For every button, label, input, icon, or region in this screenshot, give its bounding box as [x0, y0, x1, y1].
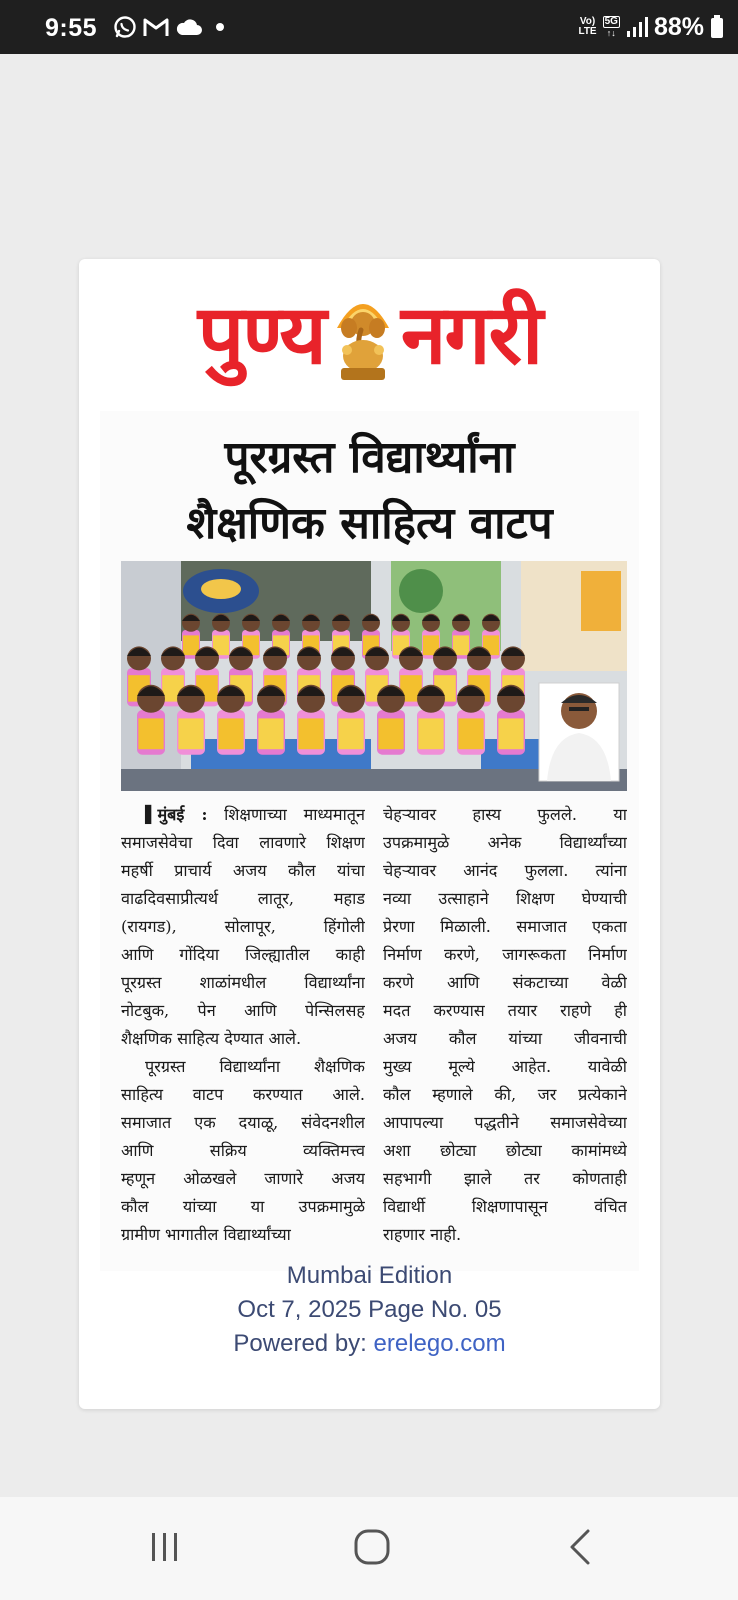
newspaper-masthead [79, 281, 660, 391]
volte-icon: Vo) LTE [578, 16, 597, 37]
student-figure [177, 685, 205, 755]
edition-name: Mumbai Edition [286, 1262, 453, 1289]
student-figure [337, 685, 365, 755]
cloud-icon [175, 17, 203, 37]
status-bar [0, 0, 738, 54]
article-line: निर्माण करणे, जागरूकता निर्माण [383, 945, 627, 964]
article-line: अशा छोट्या छोट्या कामांमध्ये [383, 1141, 627, 1160]
article-line: सहभागी झाले तर कोणताही [383, 1169, 627, 1188]
article-line: चेहऱ्यावर आनंद फुलला. त्यांना [383, 861, 627, 880]
article-line: चेहऱ्यावर हास्य फुलले. या [383, 805, 627, 824]
article-line: ग्रामीण भागातील विद्यार्थ्यांच्या [121, 1225, 291, 1244]
ganesha-logo-icon [331, 288, 395, 384]
article-line: कौल म्हणाले की, जर प्रत्येकाने [383, 1085, 627, 1104]
article-line: वाढदिवसाप्रीत्यर्थ लातूर, महाड [121, 889, 365, 908]
back-icon [562, 1527, 598, 1567]
article-line: नव्या उत्साहाने शिक्षण घेण्याची [383, 889, 627, 908]
news-card[interactable] [79, 259, 660, 1409]
article-line: कौल यांच्या या उपक्रमामुळे [121, 1197, 365, 1216]
article-line: नोटबुक, पेन आणि पेन्सिलसह [121, 1001, 365, 1020]
dot-icon [209, 17, 231, 37]
article-line: ▌मुंबई : शिक्षणाच्या माध्यमातून [145, 805, 365, 824]
recent-apps-icon [147, 1529, 183, 1565]
battery-percent: 88% [653, 12, 704, 41]
article-line: महर्षी प्राचार्य अजय कौल यांचा [121, 861, 365, 880]
powered-by: Powered by: erelego.com [233, 1330, 506, 1357]
student-figure [257, 685, 285, 755]
back-button[interactable] [550, 1522, 610, 1572]
gmail-icon [143, 16, 169, 38]
article-headline: पूरग्रस्त विद्यार्थ्यांना शैक्षणिक साहित्य वाटप [186, 432, 553, 549]
5g-icon: 5G ↑↓ [604, 16, 618, 38]
article-line: विद्यार्थी शिक्षणापासून वंचित [383, 1197, 627, 1216]
student-figure [217, 685, 245, 755]
article-column-1 [121, 801, 365, 1257]
article-body [121, 801, 627, 1257]
article-line: शैक्षणिक साहित्य देण्यात आले. [121, 1029, 302, 1048]
home-icon [352, 1527, 392, 1567]
article-line: अजय कौल यांच्या जीवनाची [383, 1029, 627, 1048]
article-line: करणे आणि संकटाच्या वेळी [383, 973, 627, 992]
signal-icon [626, 16, 648, 38]
article-dateline: ▌मुंबई : [145, 805, 208, 824]
battery-icon [710, 15, 724, 39]
student-figure [297, 685, 325, 755]
article-line: प्रेरणा मिळाली. समाजात एकता [383, 917, 627, 936]
erelego-link[interactable]: erelego.com [373, 1330, 506, 1357]
article-line: मुख्य मूल्ये आहेत. यावेळी [383, 1057, 627, 1076]
student-figure [497, 685, 525, 755]
navigation-bar [0, 1497, 738, 1600]
news-clipping [100, 411, 639, 1271]
article-line: राहणार नाही. [383, 1225, 462, 1244]
article-photo [121, 561, 627, 791]
article-line: आणि गोंदिया जिल्ह्यातील काही [121, 945, 365, 964]
student-figure [377, 685, 405, 755]
student-figure [457, 685, 485, 755]
recent-apps-button[interactable] [135, 1522, 195, 1572]
edition-date-page: Oct 7, 2025 Page No. 05 [237, 1296, 502, 1323]
whatsapp-icon [113, 15, 137, 39]
article-line: म्हणून ओळखले जाणारे अजय [121, 1169, 365, 1188]
article-line: पूरग्रस्त शाळांमधील विद्यार्थ्यांना [121, 973, 365, 992]
article-line: मदत करण्यास तयार राहणे ही [383, 1001, 627, 1020]
masthead-left-word: पुण्य [197, 288, 325, 383]
masthead-right-word: नगरी [400, 288, 542, 383]
article-line: पूरग्रस्त विद्यार्थ्यांना शैक्षणिक [145, 1057, 365, 1076]
student-figure [137, 685, 165, 755]
article-line: आपापल्या पद्धतीने समाजसेवेच्या [383, 1113, 627, 1132]
article-line: साहित्य वाटप करण्यात आले. [121, 1085, 365, 1104]
student-figure [417, 685, 445, 755]
home-button[interactable] [342, 1522, 402, 1572]
article-column-2 [383, 801, 627, 1257]
status-time: 9:55 [45, 14, 98, 42]
article-line: उपक्रमामुळे अनेक विद्यार्थ्यांच्या [383, 833, 627, 852]
article-line: समाजसेवेचा दिवा लावणारे शिक्षण [121, 833, 365, 852]
article-line: (रायगड), सोलापूर, हिंगोली [121, 917, 365, 936]
article-line: आणि सक्रिय व्यक्तिमत्त्व [121, 1141, 365, 1160]
article-line: समाजात एक दयाळू, संवेदनशील [121, 1113, 365, 1132]
